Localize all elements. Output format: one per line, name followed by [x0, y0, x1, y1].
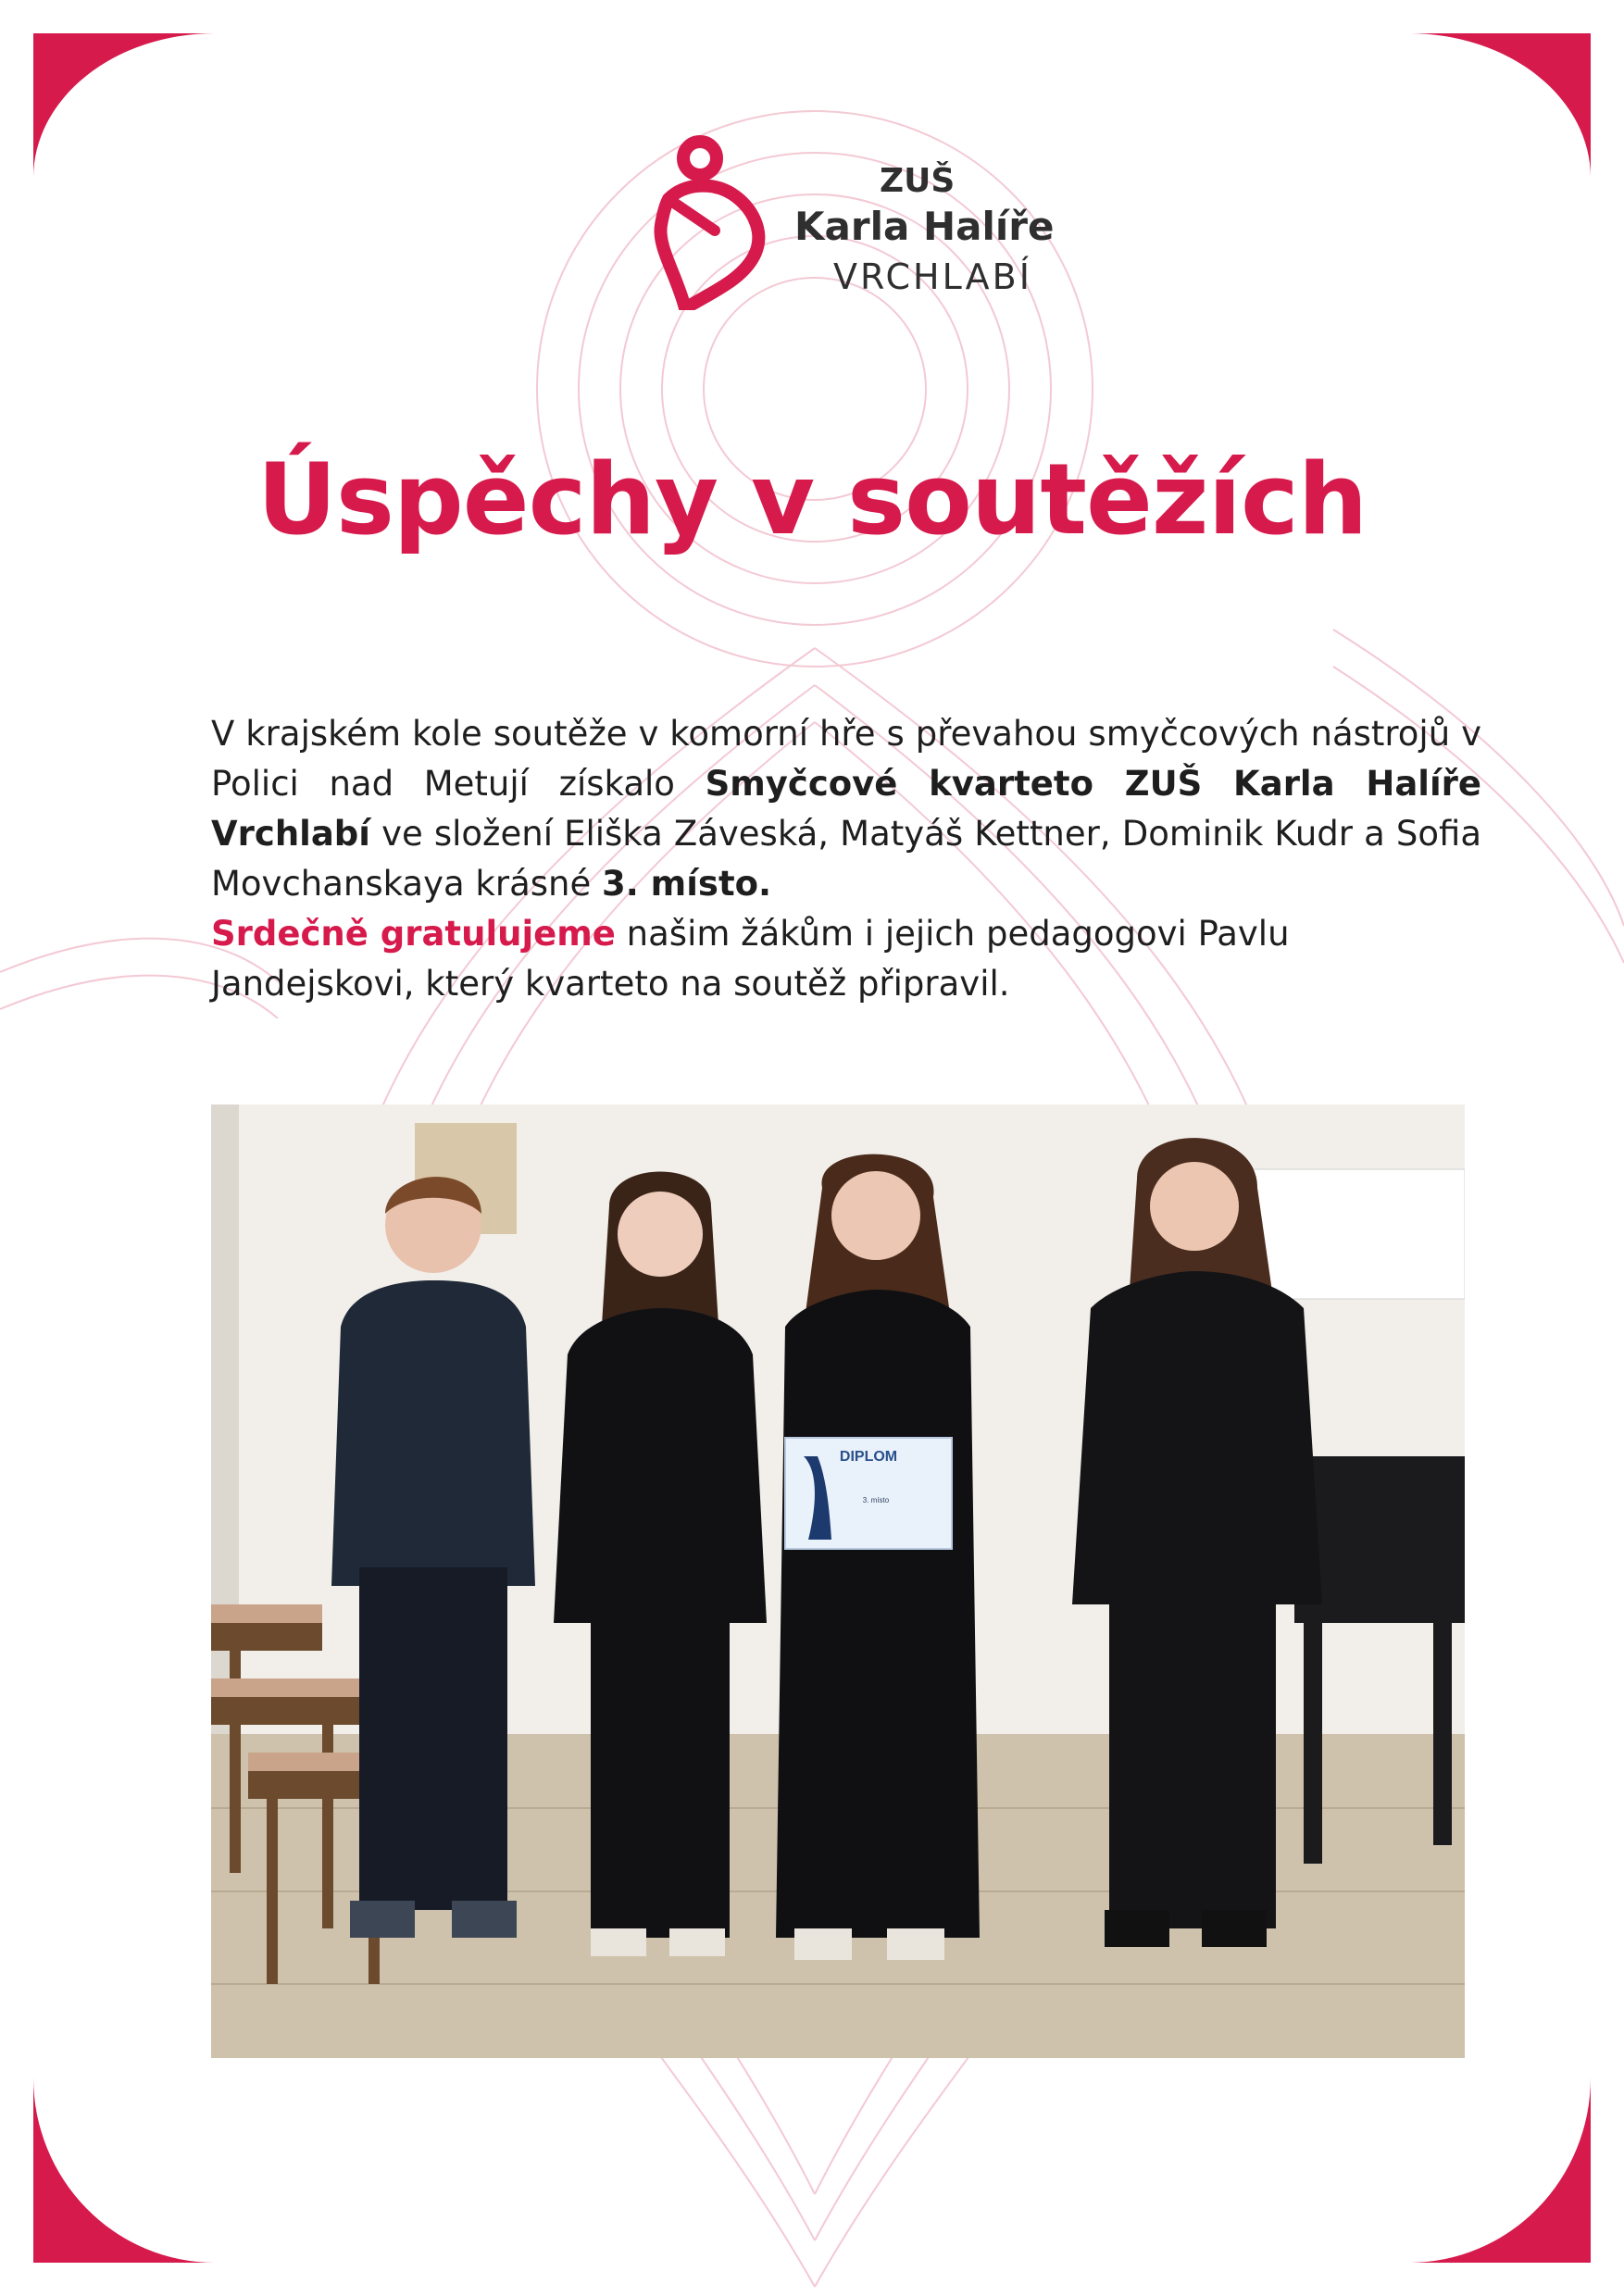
page-title: Úspěchy v soutěžích	[256, 443, 1368, 556]
group-photo	[211, 1104, 1465, 2058]
paragraph-congratulation	[211, 909, 1481, 1009]
congratulation-highlight: Srdečně gratulujeme	[211, 914, 616, 954]
article-text	[211, 709, 1481, 1009]
diploma-title: DIPLOM	[839, 1449, 898, 1465]
diploma-place: 3. místo	[862, 1496, 890, 1504]
logo-line-name: Karla Halíře	[794, 204, 1055, 249]
text-span: našim žákům i jejich pedagogovi Pavlu Jandejskovi, který kvarteto na soutěž připravil.	[211, 914, 1290, 1004]
text-span: ve složení Eliška Záveská, Matyáš Kettner, Dominik Kudr a Sofia Movchanskaya krásné	[211, 814, 1481, 904]
corner-decoration-bottom-right	[1409, 2078, 1591, 2263]
corner-decoration-bottom-left	[33, 2078, 215, 2263]
paragraph-result	[211, 709, 1481, 909]
logo-line-zus: ZUŠ	[880, 162, 956, 200]
corner-decoration-top-left	[33, 33, 215, 178]
corner-decoration-top-right	[1409, 33, 1591, 178]
photo-illustration	[211, 1104, 1465, 2058]
school-logo	[648, 134, 1056, 310]
logo-line-town: VRCHLABÍ	[833, 256, 1032, 297]
heart-person-icon	[648, 134, 778, 310]
ensemble-name: Smyčcové kvarteto ZUŠ Karla Halíře Vrchlabí	[211, 764, 1481, 854]
text-span: V krajském kole soutěže v komorní hře s převahou smyčcových nástrojů v Polici nad Metují získalo	[211, 714, 1481, 804]
placement: 3. místo.	[602, 864, 772, 904]
